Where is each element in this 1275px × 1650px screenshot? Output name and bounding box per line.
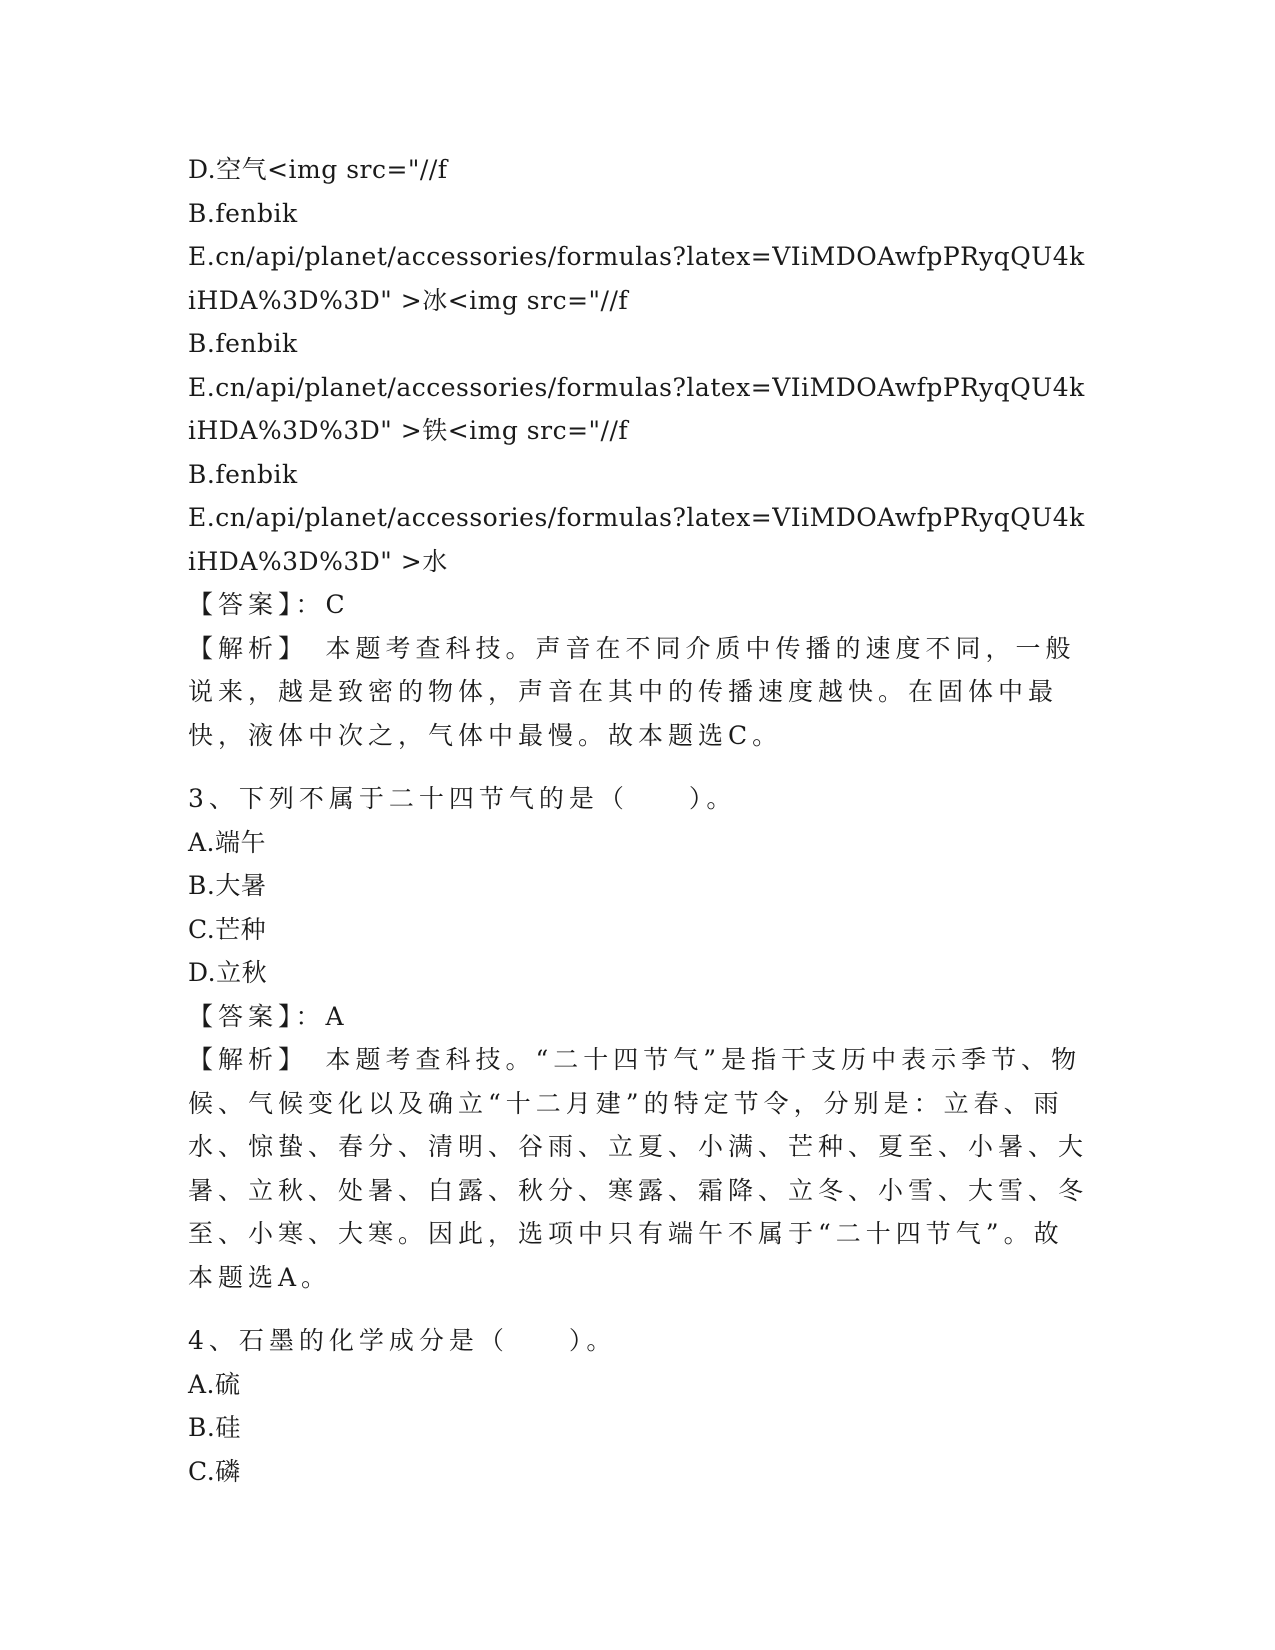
question-4	[188, 1319, 1088, 1493]
option-line: E.cn/api/planet/accessories/formulas?latex=VIiMDOAwfpPRyqQU4k	[188, 372, 1085, 402]
spacer	[188, 1299, 1088, 1319]
option-line: E.cn/api/planet/accessories/formulas?latex=VIiMDOAwfpPRyqQU4k	[188, 242, 1085, 271]
question-2-continuation	[188, 148, 1088, 757]
answer-line: 【答案】：C	[188, 590, 350, 619]
option-c: C.磷	[188, 1456, 241, 1486]
option-line: B.fenbik	[188, 459, 298, 489]
option-d: D.立秋	[188, 958, 268, 987]
document-page	[188, 148, 1088, 1493]
option-line: B.fenbik	[188, 198, 298, 228]
question-title: 3、下列不属于二十四节气的是（ ）。	[188, 784, 737, 813]
option-c: C.芒种	[188, 914, 267, 944]
option-a: A.端午	[188, 827, 267, 857]
option-line: D.空气<img src="//f	[188, 155, 448, 184]
analysis-paragraph: 【解析】 本题考查科技。声音在不同介质中传播的速度不同，一般说来，越是致密的物体，声音在其中的传播速度越快。在固体中最快，液体中次之，气体中最慢。故本题选C。	[188, 633, 1076, 750]
option-line: iHDA%3D%3D" >冰<img src="//f	[188, 285, 629, 315]
option-line: E.cn/api/planet/accessories/formulas?latex=VIiMDOAwfpPRyqQU4k	[188, 503, 1085, 532]
option-b: B.硅	[188, 1413, 241, 1442]
analysis-paragraph: 【解析】 本题考查科技。“二十四节气”是指干支历中表示季节、物候、气候变化以及确立“十二月建”的特定节令，分别是：立春、雨水、惊蛰、春分、清明、谷雨、立夏、小满、芒种、夏至、小暑、大暑、立秋、处暑、白露、秋分、寒露、霜降、立冬、小雪、大雪、冬至、小寒、大寒。因此，选项中只有端午不属于“二十四节气”。故本题选A。	[188, 1045, 1089, 1292]
question-3	[188, 777, 1088, 1299]
option-line: iHDA%3D%3D" >铁<img src="//f	[188, 416, 629, 445]
option-a: A.硫	[188, 1369, 241, 1399]
option-line: iHDA%3D%3D" >水	[188, 546, 448, 576]
question-title: 4、石墨的化学成分是（ ）。	[188, 1326, 617, 1355]
option-b: B.大暑	[188, 871, 267, 900]
option-line: B.fenbik	[188, 329, 298, 358]
answer-line: 【答案】：A	[188, 1001, 349, 1031]
spacer	[188, 757, 1088, 777]
